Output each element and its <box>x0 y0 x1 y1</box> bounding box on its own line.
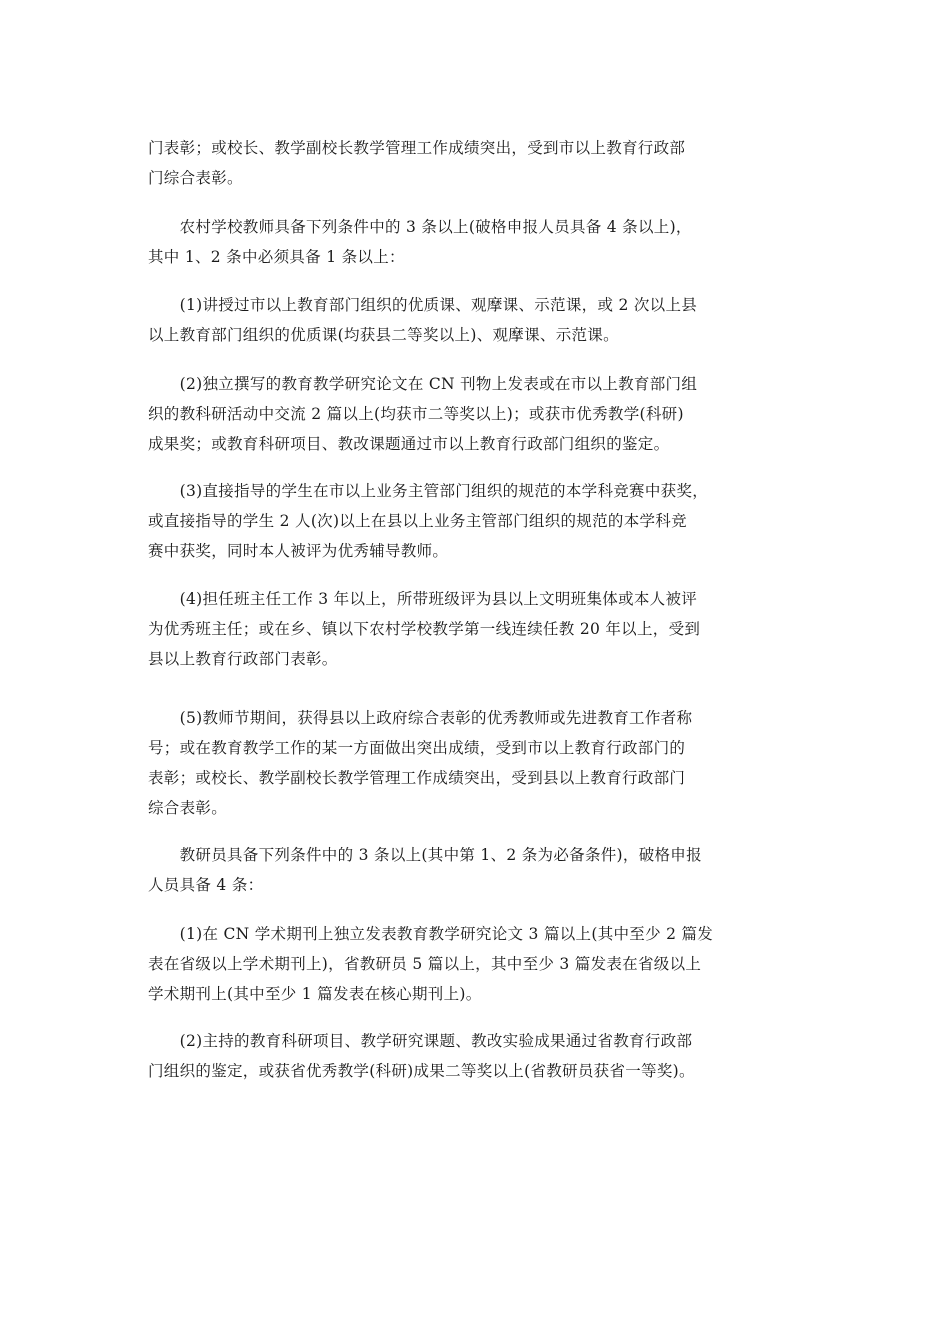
text-line: 成果奖；或教育科研项目、教改课题通过市以上教育行政部门组织的鉴定。 <box>148 435 670 453</box>
text-line: 教研员具备下列条件中的 3 条以上(其中第 1、2 条为必备条件)，破格申报 <box>148 846 702 864</box>
paragraph-5 <box>148 476 748 566</box>
paragraph-9 <box>148 919 748 1009</box>
text-line: (2)独立撰写的教育教学研究论文在 CN 刊物上发表或在市以上教育部门组 <box>148 375 698 393</box>
text-line: 县以上教育行政部门表彰。 <box>148 650 338 668</box>
text-line: 表彰；或校长、教学副校长教学管理工作成绩突出，受到县以上教育行政部门 <box>148 769 686 787</box>
text-line: (3)直接指导的学生在市以上业务主管部门组织的规范的本学科竞赛中获奖， <box>148 482 709 500</box>
text-line: 门组织的鉴定，或获省优秀教学(科研)成果二等奖以上(省教研员获省一等奖)。 <box>148 1062 695 1080</box>
text-line: 门表彰；或校长、教学副校长教学管理工作成绩突出，受到市以上教育行政部 <box>148 139 686 157</box>
text-line: 为优秀班主任；或在乡、镇以下农村学校教学第一线连续任教 20 年以上，受到 <box>148 620 701 638</box>
paragraph-3 <box>148 290 748 350</box>
paragraph-10 <box>148 1026 748 1086</box>
text-line: 学术期刊上(其中至少 1 篇发表在核心期刊上)。 <box>148 985 482 1003</box>
text-line: (5)教师节期间，获得县以上政府综合表彰的优秀教师或先进教育工作者称 <box>148 709 693 727</box>
text-line: (2)主持的教育科研项目、教学研究课题、教改实验成果通过省教育行政部 <box>148 1032 693 1050</box>
paragraph-8 <box>148 840 748 900</box>
text-line: 农村学校教师具备下列条件中的 3 条以上(破格申报人员具备 4 条以上)， <box>148 218 692 236</box>
paragraph-1 <box>148 133 748 193</box>
text-line: 人员具备 4 条： <box>148 876 264 894</box>
paragraph-2 <box>148 212 748 272</box>
text-line: 号；或在教育教学工作的某一方面做出突出成绩，受到市以上教育行政部门的 <box>148 739 686 757</box>
text-line: 表在省级以上学术期刊上)，省教研员 5 篇以上，其中至少 3 篇发表在省级以上 <box>148 955 702 973</box>
paragraph-6 <box>148 584 748 674</box>
text-line: 或直接指导的学生 2 人(次)以上在县以上业务主管部门组织的规范的本学科竞 <box>148 512 687 530</box>
text-line: (4)担任班主任工作 3 年以上，所带班级评为县以上文明班集体或本人被评 <box>148 590 698 608</box>
text-line: (1)讲授过市以上教育部门组织的优质课、观摩课、示范课，或 2 次以上县 <box>148 296 698 314</box>
text-line: 综合表彰。 <box>148 799 228 817</box>
text-line: 赛中获奖，同时本人被评为优秀辅导教师。 <box>148 542 449 560</box>
paragraph-7 <box>148 703 748 823</box>
text-line: (1)在 CN 学术期刊上独立发表教育教学研究论文 3 篇以上(其中至少 2 篇发 <box>148 925 714 943</box>
text-line: 以上教育部门组织的优质课(均获县二等奖以上)、观摩课、示范课。 <box>148 326 619 344</box>
text-line: 织的教科研活动中交流 2 篇以上(均获市二等奖以上)；或获市优秀教学(科研) <box>148 405 684 423</box>
text-line: 门综合表彰。 <box>148 169 243 187</box>
paragraph-4 <box>148 369 748 459</box>
text-line: 其中 1、2 条中必须具备 1 条以上： <box>148 248 405 266</box>
